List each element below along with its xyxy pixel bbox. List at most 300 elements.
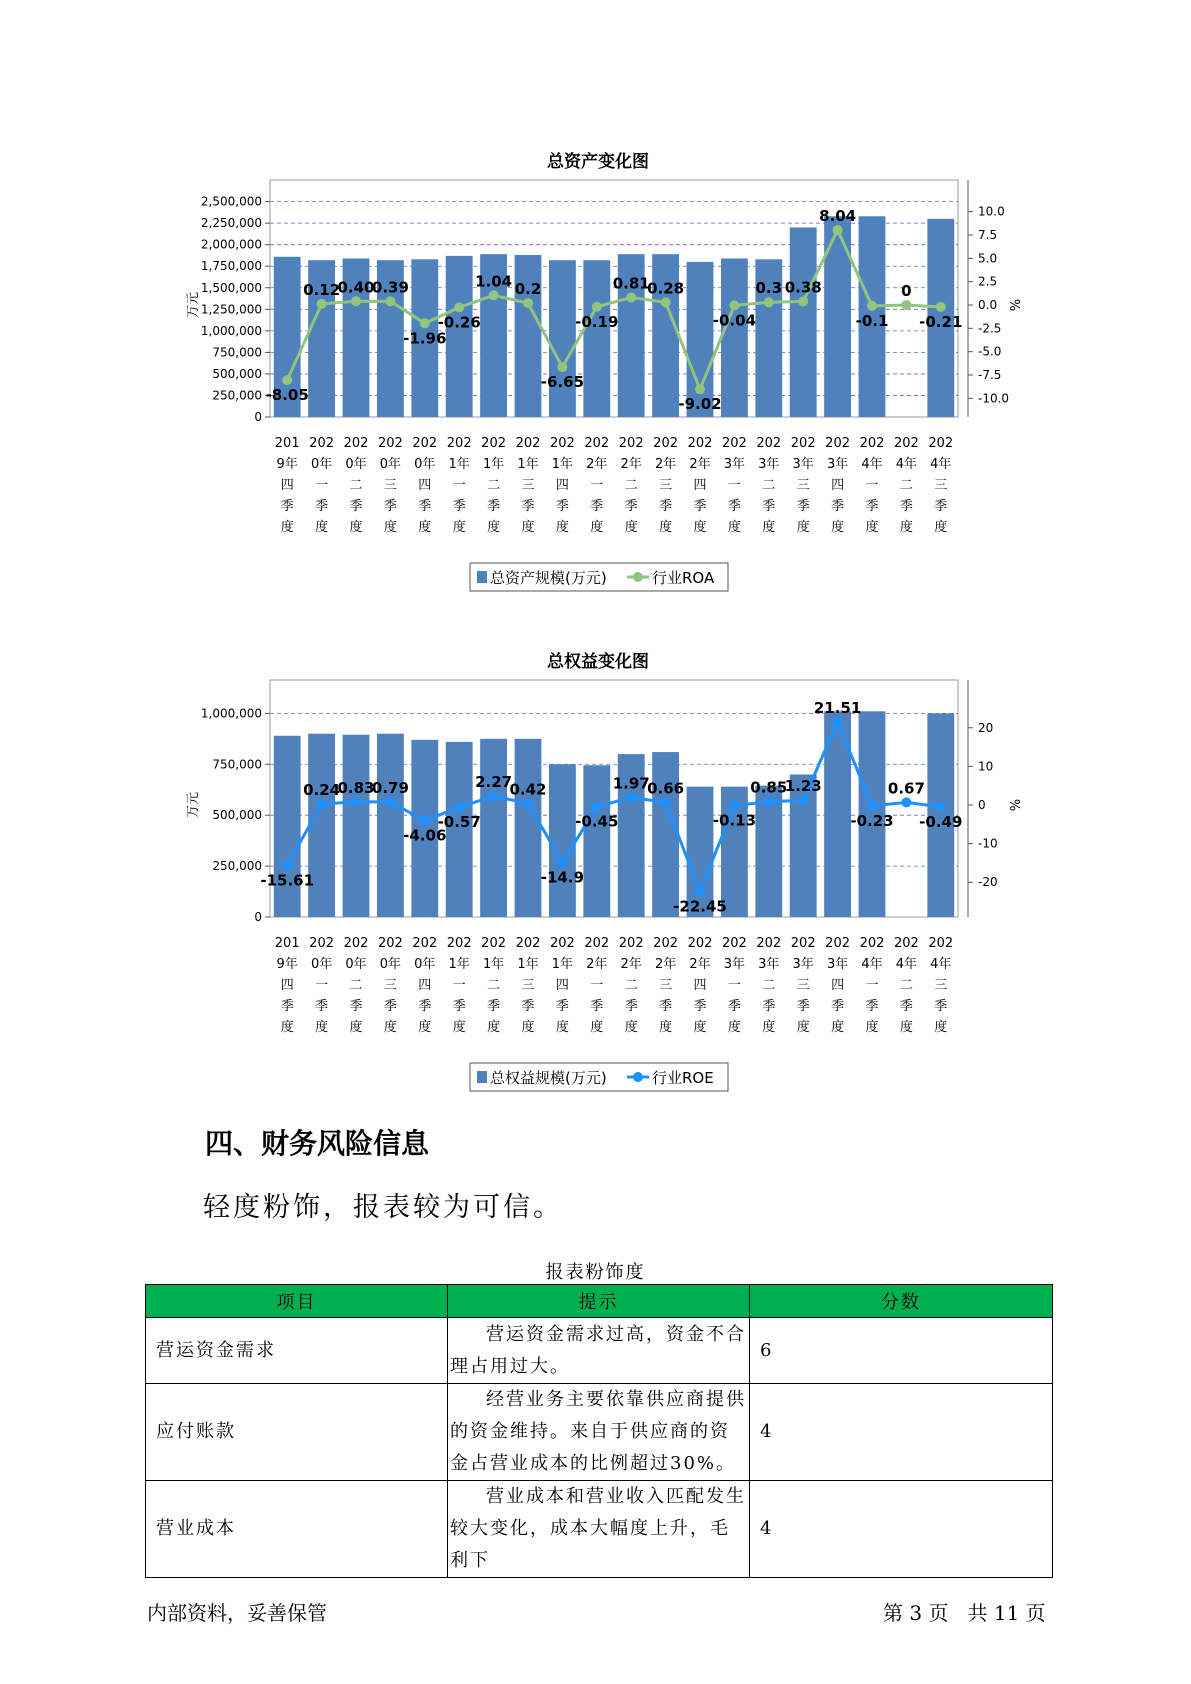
x-tick-label: 2年 <box>620 957 642 972</box>
line-point <box>661 297 671 307</box>
line-point <box>523 798 533 808</box>
x-tick-label: 度 <box>831 1020 845 1035</box>
data-label: 0.42 <box>509 780 547 799</box>
data-label: 0.24 <box>303 781 341 800</box>
x-tick-label: 季 <box>487 499 501 514</box>
y2-tick-label: -20 <box>978 875 998 890</box>
x-tick-label: 1年 <box>482 957 505 972</box>
bar <box>583 260 610 417</box>
x-tick-label: 度 <box>555 1020 569 1035</box>
row-item: 应付账款 <box>146 1384 448 1481</box>
row-hint: 营运资金需求过高，资金不合理占用过大。 <box>448 1318 750 1384</box>
x-tick-label: 季 <box>899 999 913 1014</box>
x-tick-label: 度 <box>349 1020 363 1035</box>
x-tick-label: 202 <box>790 436 816 451</box>
x-tick-label: 202 <box>859 936 885 951</box>
x-tick-label: 2年 <box>586 957 608 972</box>
line-point <box>764 297 774 307</box>
x-tick-label: 度 <box>487 1020 501 1035</box>
line-point <box>695 887 705 897</box>
line-point <box>489 791 499 801</box>
line-point <box>764 797 774 807</box>
x-tick-label: 度 <box>383 1020 397 1035</box>
x-tick-label: 202 <box>618 436 644 451</box>
x-tick-label: 度 <box>796 1020 810 1035</box>
x-tick-label: 度 <box>796 520 810 535</box>
x-tick-label: 0年 <box>310 457 333 472</box>
y-tick-label: 1,000,000 <box>200 323 262 338</box>
x-tick-label: 202 <box>687 936 713 951</box>
x-tick-label: 4年 <box>930 457 952 472</box>
data-label: -8.05 <box>265 386 309 405</box>
x-tick-label: 度 <box>693 520 707 535</box>
x-tick-label: 三 <box>383 978 397 993</box>
x-tick-label: 201 <box>274 936 300 951</box>
x-tick-label: 度 <box>487 520 501 535</box>
row-item: 营业成本 <box>146 1481 448 1578</box>
risk-summary: 轻度粉饰，报表较为可信。 <box>203 1192 563 1223</box>
y-axis-label: 万元 <box>186 291 201 319</box>
x-tick-label: 1年 <box>517 457 539 472</box>
x-tick-label: 季 <box>590 999 604 1014</box>
x-tick-label: 季 <box>899 499 913 514</box>
x-tick-label: 三 <box>659 978 673 993</box>
x-tick-label: 202 <box>653 436 679 451</box>
data-label: 2.27 <box>475 773 513 792</box>
x-tick-label: 202 <box>825 936 851 951</box>
bar <box>549 764 576 917</box>
line-point <box>282 860 292 870</box>
x-tick-label: 4年 <box>895 457 918 472</box>
y-tick-label: 1,000,000 <box>200 706 262 721</box>
x-tick-label: 季 <box>590 499 604 514</box>
line-point <box>729 300 739 310</box>
chart-title: 总权益变化图 <box>547 652 649 672</box>
x-tick-label: 季 <box>349 499 363 514</box>
x-tick-label: 202 <box>859 436 885 451</box>
x-tick-label: 度 <box>727 520 741 535</box>
x-tick-label: 季 <box>796 999 810 1014</box>
x-tick-label: 二 <box>899 978 913 993</box>
bar <box>343 735 370 917</box>
x-tick-label: 202 <box>377 436 403 451</box>
header-item: 项目 <box>146 1285 448 1318</box>
line-point <box>729 801 739 811</box>
x-tick-label: 3年 <box>792 457 814 472</box>
y-tick-label: 0 <box>254 910 262 924</box>
line-point <box>798 795 808 805</box>
x-tick-label: 202 <box>515 436 541 451</box>
data-label: -0.19 <box>575 312 619 331</box>
row-hint: 经营业务主要依靠供应商提供的资金维持。来自于供应商的资金占营业成本的比例超过30%。 <box>448 1384 750 1481</box>
x-tick-label: 0年 <box>345 957 367 972</box>
data-label: 0.66 <box>647 779 685 798</box>
y-tick-label: 1,750,000 <box>200 259 262 274</box>
x-tick-label: 一 <box>452 978 466 993</box>
x-tick-label: 四 <box>418 478 432 493</box>
x-tick-label: 度 <box>624 1020 638 1035</box>
x-tick-label: 二 <box>487 478 501 493</box>
row-hint: 营业成本和营业收入匹配发生较大变化，成本大幅度上升，毛利下 <box>448 1481 750 1578</box>
x-tick-label: 1年 <box>448 957 470 972</box>
data-label: 0.79 <box>371 778 409 797</box>
line-point <box>420 318 430 328</box>
x-tick-label: 度 <box>418 520 432 535</box>
bar <box>480 739 507 917</box>
y2-axis-label: % <box>1006 798 1021 812</box>
x-tick-label: 季 <box>934 499 948 514</box>
line-point <box>936 302 946 312</box>
x-tick-label: 4年 <box>895 957 918 972</box>
x-tick-label: 度 <box>521 520 535 535</box>
total-equity-chart <box>0 640 1191 1104</box>
x-tick-label: 季 <box>555 499 569 514</box>
x-tick-label: 度 <box>899 1020 913 1035</box>
bar <box>790 227 817 417</box>
x-tick-label: 202 <box>584 936 610 951</box>
line-point <box>695 384 705 394</box>
total-assets-chart <box>0 140 1191 604</box>
x-tick-label: 季 <box>555 999 569 1014</box>
x-tick-label: 202 <box>584 436 610 451</box>
x-tick-label: 季 <box>418 499 432 514</box>
x-tick-label: 季 <box>624 999 638 1014</box>
data-label: 0.67 <box>887 779 925 798</box>
x-tick-label: 202 <box>549 436 575 451</box>
x-tick-label: 1年 <box>448 457 470 472</box>
x-tick-label: 202 <box>446 436 472 451</box>
x-tick-label: 202 <box>928 436 954 451</box>
line-point <box>592 302 602 312</box>
line-point <box>385 296 395 306</box>
y-tick-label: 1,250,000 <box>200 302 262 317</box>
y-tick-label: 250,000 <box>212 388 262 403</box>
line-point <box>385 797 395 807</box>
x-tick-label: 二 <box>624 978 638 993</box>
x-tick-label: 季 <box>762 499 776 514</box>
y2-axis-label: % <box>1006 298 1021 312</box>
x-tick-label: 202 <box>481 936 507 951</box>
y2-tick-label: 5.0 <box>978 251 998 266</box>
x-tick-label: 202 <box>790 936 816 951</box>
legend-bar-label: 总权益规模(万元) <box>490 1069 607 1087</box>
legend-line-marker <box>633 572 643 582</box>
x-tick-label: 4年 <box>930 957 952 972</box>
x-tick-label: 202 <box>309 436 335 451</box>
x-tick-label: 季 <box>796 499 810 514</box>
x-tick-label: 季 <box>762 999 776 1014</box>
y2-tick-label: 7.5 <box>978 228 998 242</box>
bar <box>549 260 576 417</box>
chart-title: 总资产变化图 <box>547 152 649 172</box>
total-equity-chart-svg <box>0 640 1191 1100</box>
y2-tick-label: -10.0 <box>978 391 1010 406</box>
x-tick-label: 202 <box>343 936 369 951</box>
x-tick-label: 202 <box>549 936 575 951</box>
y-tick-label: 250,000 <box>212 859 262 874</box>
y2-tick-label: 0 <box>978 798 986 812</box>
bar <box>515 739 542 917</box>
x-tick-label: 一 <box>590 478 604 493</box>
y2-tick-label: -7.5 <box>978 368 1002 382</box>
x-tick-label: 度 <box>727 1020 741 1035</box>
x-tick-label: 0年 <box>345 457 367 472</box>
table-header-row <box>146 1285 1053 1318</box>
x-tick-label: 三 <box>521 478 535 493</box>
x-tick-label: 202 <box>928 936 954 951</box>
x-tick-label: 季 <box>865 499 879 514</box>
x-tick-label: 季 <box>452 499 466 514</box>
x-tick-label: 度 <box>418 1020 432 1035</box>
x-tick-label: 季 <box>315 499 329 514</box>
line-point <box>282 375 292 385</box>
x-tick-label: 0年 <box>310 957 333 972</box>
data-label: 1.97 <box>612 774 650 793</box>
data-label: -0.26 <box>437 313 481 332</box>
line-point <box>557 362 567 372</box>
data-label: 0.12 <box>303 280 341 299</box>
x-tick-label: 一 <box>865 978 879 993</box>
x-tick-label: 202 <box>721 936 747 951</box>
data-label: 1.04 <box>475 272 513 291</box>
y-tick-label: 750,000 <box>212 345 262 360</box>
header-score: 分数 <box>750 1285 1053 1318</box>
x-tick-label: 度 <box>521 1020 535 1035</box>
data-label: 0.40 <box>337 278 375 297</box>
x-tick-label: 季 <box>418 999 432 1014</box>
y2-tick-label: -10 <box>978 836 998 851</box>
x-tick-label: 三 <box>521 978 535 993</box>
legend-line-label: 行业ROA <box>652 569 715 587</box>
x-tick-label: 四 <box>555 478 569 493</box>
x-tick-label: 3年 <box>723 457 746 472</box>
x-tick-label: 季 <box>383 499 397 514</box>
y2-tick-label: -2.5 <box>978 321 1002 336</box>
x-tick-label: 度 <box>452 1020 466 1035</box>
bar <box>377 734 404 917</box>
line-point <box>557 858 567 868</box>
x-tick-label: 201 <box>274 436 300 451</box>
y-tick-label: 0 <box>254 410 262 424</box>
x-tick-label: 202 <box>893 936 919 951</box>
x-tick-label: 季 <box>727 999 741 1014</box>
x-tick-label: 度 <box>762 1020 776 1035</box>
x-tick-label: 202 <box>756 436 782 451</box>
data-label: -0.04 <box>712 311 757 330</box>
data-label: -0.13 <box>712 811 757 830</box>
x-tick-label: 季 <box>934 999 948 1014</box>
legend-line-marker <box>633 1072 643 1082</box>
line-point <box>454 802 464 812</box>
data-label: 21.51 <box>813 698 862 717</box>
x-tick-label: 度 <box>865 520 879 535</box>
x-tick-label: 202 <box>343 436 369 451</box>
x-tick-label: 季 <box>693 999 707 1014</box>
x-tick-label: 一 <box>452 478 466 493</box>
x-tick-label: 0年 <box>414 457 436 472</box>
x-tick-label: 四 <box>280 978 294 993</box>
x-tick-label: 度 <box>555 520 569 535</box>
x-tick-label: 202 <box>412 436 438 451</box>
x-tick-label: 2年 <box>689 957 711 972</box>
x-tick-label: 度 <box>624 520 638 535</box>
x-tick-label: 度 <box>315 1020 329 1035</box>
x-tick-label: 0年 <box>414 957 436 972</box>
x-tick-label: 9年 <box>276 457 298 472</box>
x-tick-label: 三 <box>934 478 948 493</box>
x-tick-label: 季 <box>521 999 535 1014</box>
bar <box>308 734 335 917</box>
x-tick-label: 202 <box>446 936 472 951</box>
table-row <box>146 1318 1053 1384</box>
x-tick-label: 季 <box>624 499 638 514</box>
x-tick-label: 季 <box>487 999 501 1014</box>
data-label: -15.61 <box>260 871 315 890</box>
line-point <box>936 802 946 812</box>
data-label: -0.23 <box>850 811 894 830</box>
legend-bar-swatch <box>477 571 487 583</box>
data-label: 8.04 <box>819 206 857 225</box>
x-tick-label: 202 <box>893 436 919 451</box>
data-label: 0.28 <box>647 279 685 298</box>
x-tick-label: 度 <box>934 1020 948 1035</box>
data-label: 1.23 <box>784 777 822 796</box>
x-tick-label: 202 <box>687 436 713 451</box>
x-tick-label: 3年 <box>826 457 849 472</box>
row-score: 6 <box>750 1318 1053 1384</box>
x-tick-label: 1年 <box>482 457 505 472</box>
line-point <box>901 300 911 310</box>
x-tick-label: 二 <box>762 478 776 493</box>
x-tick-label: 1年 <box>551 457 574 472</box>
x-tick-label: 三 <box>796 478 810 493</box>
x-tick-label: 季 <box>659 999 673 1014</box>
x-tick-label: 度 <box>349 520 363 535</box>
line-point <box>454 302 464 312</box>
line-point <box>592 802 602 812</box>
line-point <box>351 296 361 306</box>
x-tick-label: 度 <box>693 1020 707 1035</box>
x-tick-label: 0年 <box>379 457 402 472</box>
x-tick-label: 季 <box>383 999 397 1014</box>
x-tick-label: 202 <box>756 936 782 951</box>
x-tick-label: 四 <box>280 478 294 493</box>
x-tick-label: 3年 <box>792 957 814 972</box>
x-tick-label: 二 <box>349 978 363 993</box>
x-tick-label: 度 <box>865 1020 879 1035</box>
x-tick-label: 度 <box>762 520 776 535</box>
x-tick-label: 三 <box>383 478 397 493</box>
x-tick-label: 一 <box>315 978 329 993</box>
x-tick-label: 四 <box>693 478 707 493</box>
table-row <box>146 1384 1053 1481</box>
x-tick-label: 度 <box>899 520 913 535</box>
total-assets-chart-svg <box>0 140 1191 600</box>
x-tick-label: 二 <box>624 478 638 493</box>
footer-confidential: 内部资料，妥善保管 <box>147 1601 327 1625</box>
x-tick-label: 三 <box>659 478 673 493</box>
data-label: 0.2 <box>514 280 542 299</box>
line-point <box>420 816 430 826</box>
x-tick-label: 度 <box>280 520 294 535</box>
x-tick-label: 1年 <box>551 957 574 972</box>
data-label: -14.9 <box>540 868 585 887</box>
y-axis-label: 万元 <box>186 791 201 819</box>
x-tick-label: 度 <box>934 520 948 535</box>
data-label: -6.65 <box>540 373 585 392</box>
data-label: 0.85 <box>750 778 788 797</box>
y2-tick-label: 10 <box>978 759 994 774</box>
y-tick-label: 500,000 <box>212 808 262 823</box>
x-tick-label: 季 <box>349 999 363 1014</box>
line-point <box>317 799 327 809</box>
data-label: 0.81 <box>612 274 650 293</box>
x-tick-label: 2年 <box>620 457 642 472</box>
x-tick-label: 202 <box>377 936 403 951</box>
x-tick-label: 0年 <box>379 957 402 972</box>
y-tick-label: 2,500,000 <box>200 194 262 209</box>
x-tick-label: 度 <box>590 1020 604 1035</box>
x-tick-label: 季 <box>280 999 294 1014</box>
x-tick-label: 度 <box>383 520 397 535</box>
line-point <box>317 299 327 309</box>
x-tick-label: 季 <box>831 499 845 514</box>
x-tick-label: 度 <box>452 520 466 535</box>
y2-tick-label: 0.0 <box>978 298 998 312</box>
x-tick-label: 一 <box>315 478 329 493</box>
x-tick-label: 202 <box>825 436 851 451</box>
x-tick-label: 202 <box>721 436 747 451</box>
x-tick-label: 2年 <box>654 457 677 472</box>
line-point <box>626 792 636 802</box>
data-label: 0.39 <box>371 278 409 297</box>
x-tick-label: 二 <box>762 978 776 993</box>
x-tick-label: 度 <box>280 1020 294 1035</box>
y-tick-label: 1,500,000 <box>200 280 262 295</box>
x-tick-label: 1年 <box>517 957 539 972</box>
x-tick-label: 3年 <box>723 957 746 972</box>
data-label: 0.83 <box>337 778 375 797</box>
legend-bar-swatch <box>477 1071 487 1083</box>
x-tick-label: 度 <box>659 1020 673 1035</box>
table-row <box>146 1481 1053 1578</box>
row-score: 4 <box>750 1481 1053 1578</box>
x-tick-label: 202 <box>309 936 335 951</box>
data-label: 0.3 <box>755 279 783 298</box>
row-item: 营运资金需求 <box>146 1318 448 1384</box>
x-tick-label: 一 <box>727 978 741 993</box>
x-tick-label: 2年 <box>586 457 608 472</box>
x-tick-label: 2年 <box>654 957 677 972</box>
table-caption: 报表粉饰度 <box>545 1262 646 1283</box>
x-tick-label: 季 <box>315 999 329 1014</box>
y-tick-label: 2,000,000 <box>200 237 262 252</box>
x-tick-label: 度 <box>315 520 329 535</box>
line-point <box>901 797 911 807</box>
line-point <box>351 797 361 807</box>
row-score: 4 <box>750 1384 1053 1481</box>
x-tick-label: 度 <box>590 520 604 535</box>
x-tick-label: 四 <box>418 978 432 993</box>
x-tick-label: 季 <box>280 499 294 514</box>
x-tick-label: 四 <box>831 478 845 493</box>
y-tick-label: 750,000 <box>212 757 262 772</box>
x-tick-label: 3年 <box>758 457 780 472</box>
x-tick-label: 度 <box>831 520 845 535</box>
line-point <box>489 290 499 300</box>
x-tick-label: 202 <box>653 936 679 951</box>
data-label: -22.45 <box>673 897 727 916</box>
